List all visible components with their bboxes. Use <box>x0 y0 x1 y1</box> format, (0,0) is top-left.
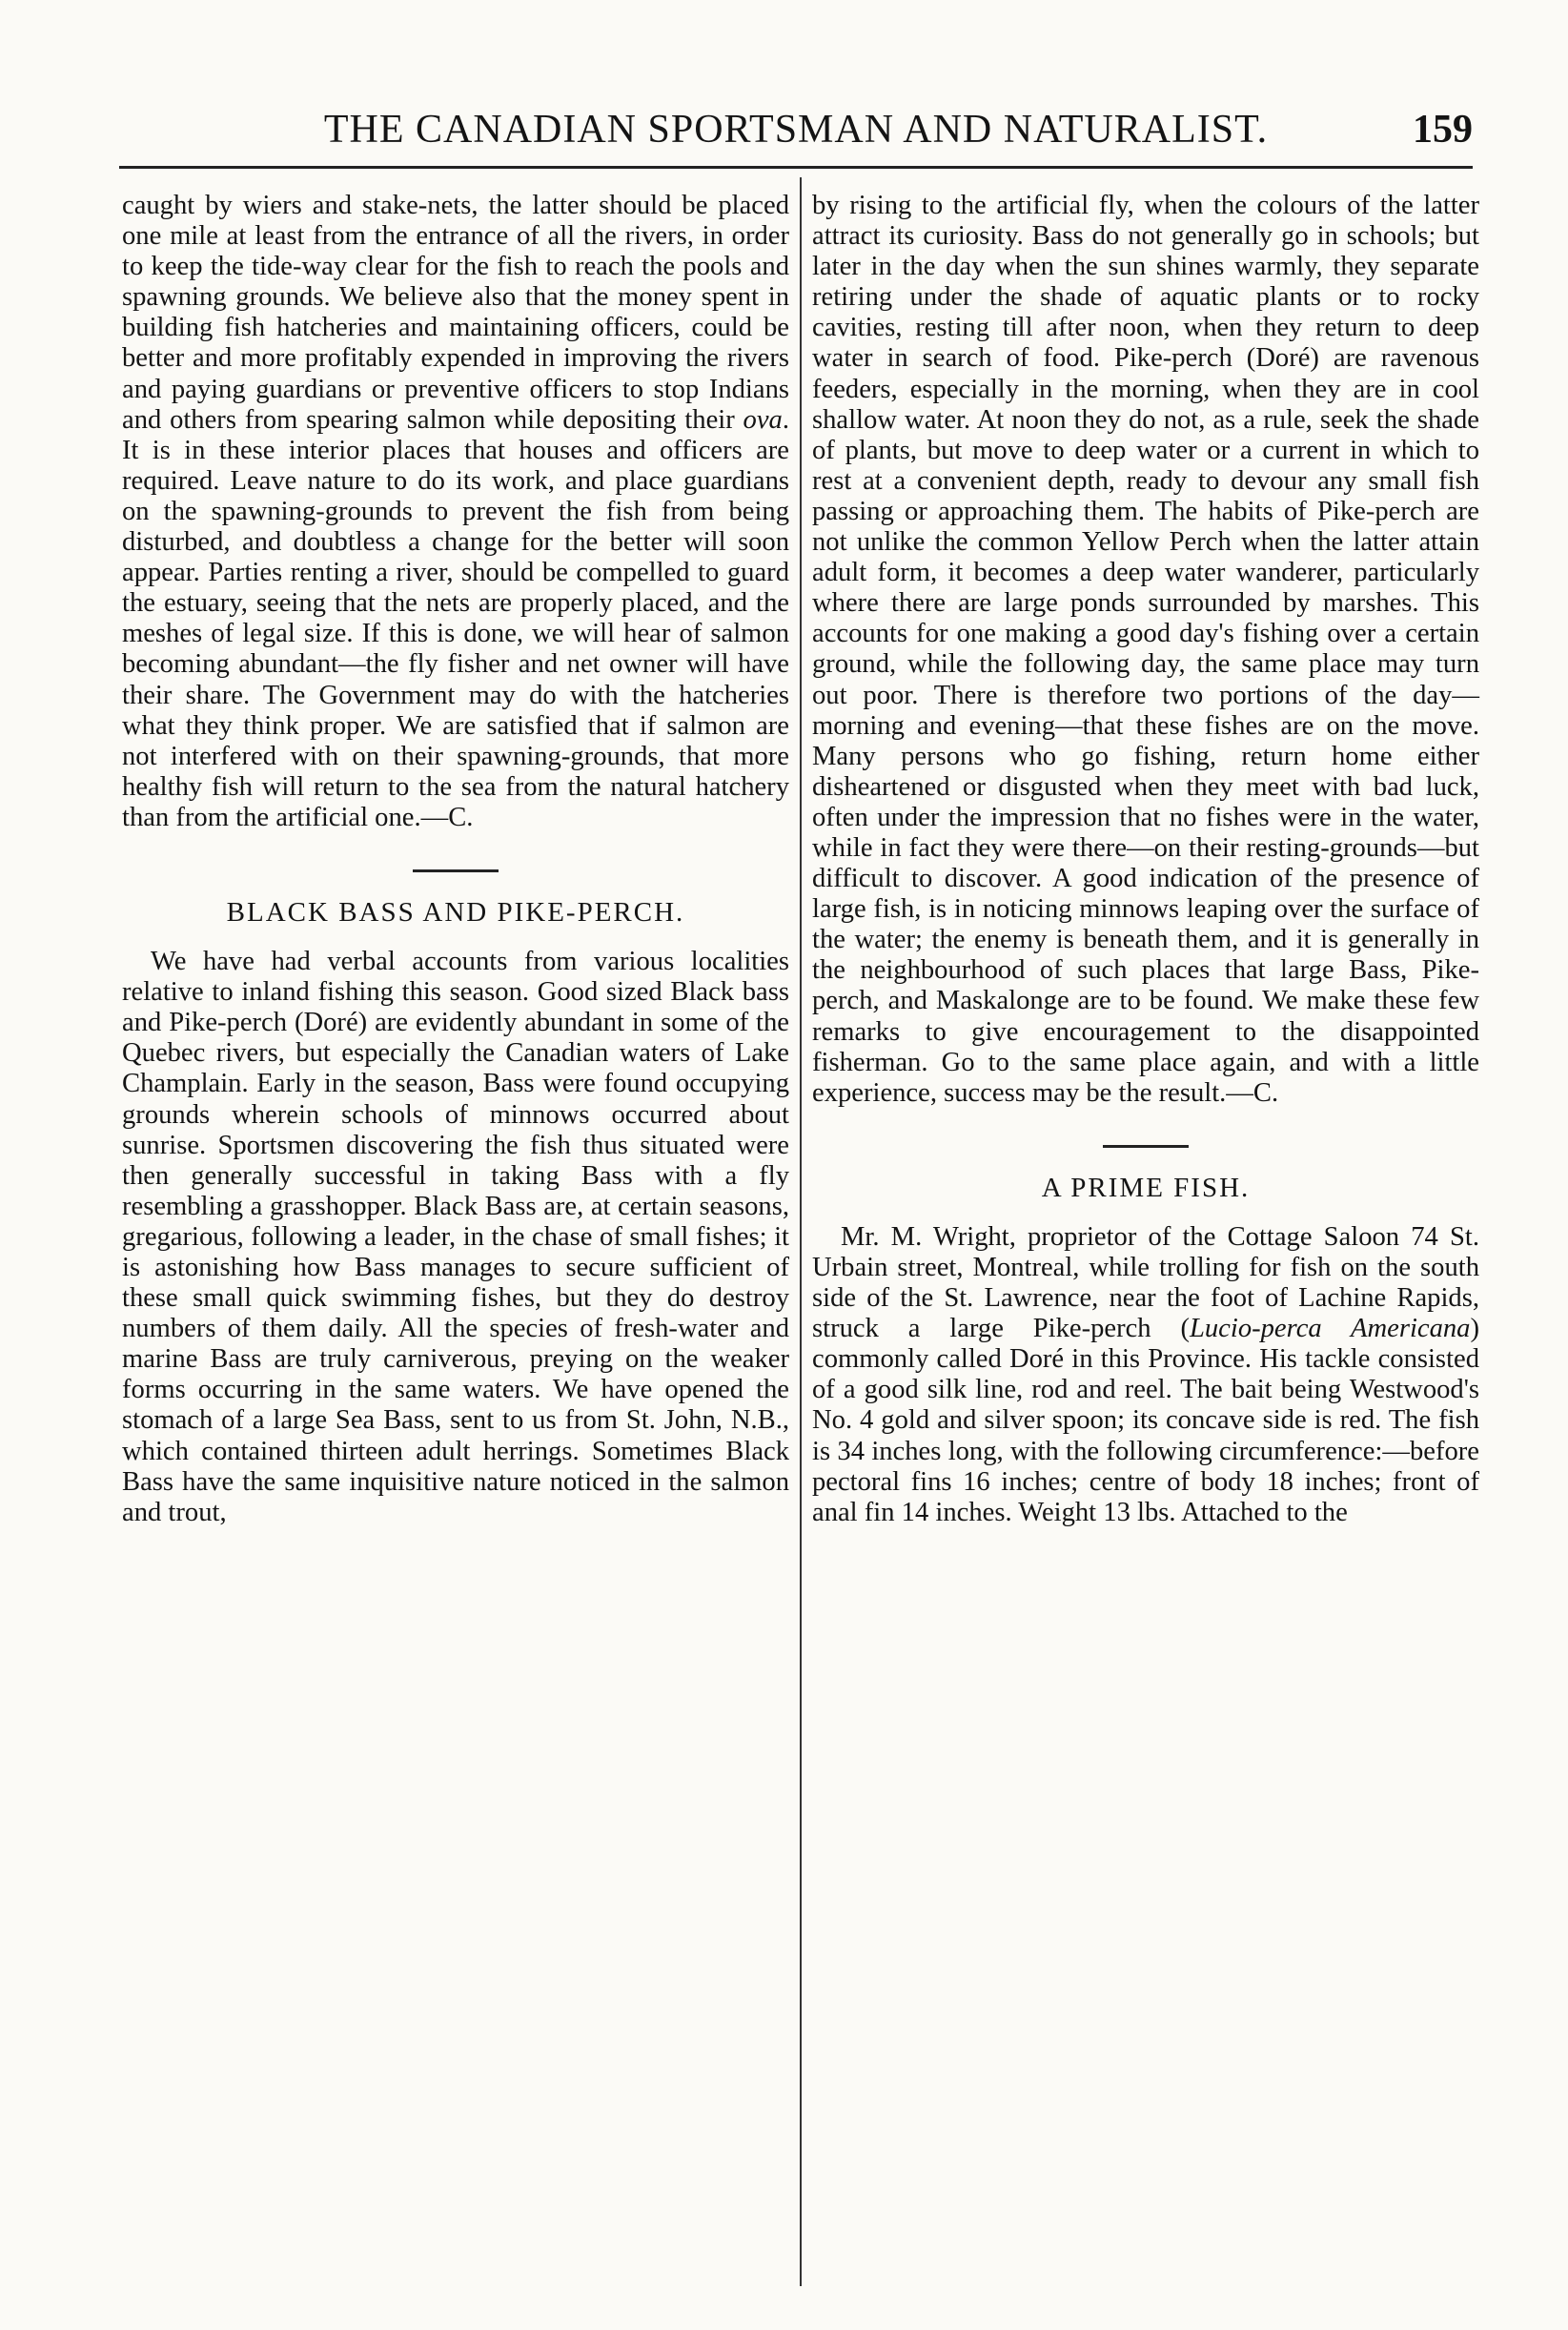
running-title: THE CANADIAN SPORTSMAN AND NATURALIST. <box>323 108 1269 152</box>
article-heading-black-bass: BLACK BASS AND PIKE-PERCH. <box>226 896 685 928</box>
article-continuation-paragraph <box>122 191 789 833</box>
page-header <box>119 107 1473 164</box>
column-divider <box>800 177 802 2286</box>
section-divider <box>1103 1145 1189 1148</box>
paragraph-text: ) commonly called Doré in this Province. His tackle consisted of a good silk line, rod and reel. The bait being Westwood's No. 4 gold and silver spoon; its concave side is red. The fish is 34 inches long, with the following circumference:—before pectoral fins 16 inches; centre of body 18 inches; front of anal fin 14 inches. Weight 13 lbs. Attached to the <box>812 1314 1480 1527</box>
right-column <box>812 191 1479 1528</box>
italic-term: ova <box>743 404 783 435</box>
section-divider <box>413 869 499 872</box>
paragraph-text: . It is in these interior places that houses and officers are required. Leave nature to do its work, and place guardians on the spawning-grounds to prevent the fish from being disturbed, and doubtless a change for the better will soon appear. Parties renting a river, should be compelled to guard the estuary, seeing that the nets are properly placed, and the meshes of legal size. If this is done, we will hear of salmon becoming abundant—the fly fisher and net owner will have their share. The Government may do with the hatcheries what they think proper. We are satisfied that if salmon are not interfered with on their spawning-grounds, that more healthy fish will return to the sea from the natural hatchery than from the artificial one.—C. <box>122 404 789 832</box>
paragraph-text: Mr. M. Wright, proprietor of the Cottage Saloon 74 St. Urbain street, Montreal, while trolling for fish on the south side of the St. Lawrence, near the foot of Lachine Rapids, struck a large Pike-perch ( <box>812 1221 1479 1344</box>
article-heading-prime-fish: A PRIME FISH. <box>1041 1172 1251 1203</box>
italic-species-name: Lucio-perca Americana <box>1189 1314 1471 1344</box>
prime-fish-paragraph <box>812 1222 1479 1528</box>
black-bass-continuation-paragraph: by rising to the artificial fly, when the colours of the latter attract its curiosity. Bass do not generally go in schools; but later in the day when the sun shines warmly, they separate retiring under the shade of aquatic plants or to rocky cavities, resting till after noon, when they return to deep water in search of food. Pike-perch (Doré) are ravenous feeders, especially in the morning, when they are in cool shallow water. At noon they do not, as a rule, seek the shade of plants, but move to deep water or a current in which to rest at a convenient depth, ready to devour any small fish passing or approaching them. The habits of Pike-perch are not unlike the common Yellow Perch when the latter attain adult form, it becomes a deep water wanderer, particularly where there are large ponds surrounded by marshes. This accounts for one making a good day's fishing over a certain ground, while the following day, the same place may turn out poor. There is therefore two portions of the day—morning and evening—that these fishes are on the move. Many persons who go fishing, return home either disheartened or disgusted when they meet with bad luck, often under the impression that no fishes were in the water, while in fact they were there—on their resting-grounds—but difficult to discover. A good indication of the presence of large fish, is in noticing minnows leaping over the surface of the water; the enemy is beneath them, and it is generally in the neighbourhood of such places that large Bass, Pike-perch, and Maskalonge are to be found. We make these few remarks to give encouragement to the disappointed fisherman. Go to the same place again, and with a little experience, success may be the result.—C. <box>812 191 1479 1108</box>
page-number: 159 <box>1413 108 1473 152</box>
black-bass-paragraph: We have had verbal accounts from various localities relative to inland fishing this season. Good sized Black bass and Pike-perch (Doré) are evidently abundant in some of the Quebec rivers, but especially the Canadian waters of Lake Champlain. Early in the season, Bass were found occupying grounds wherein schools of minnows occurred about sunrise. Sportsmen discovering the fish thus situated were then generally successful in taking Bass with a fly resembling a grasshopper. Black Bass are, at certain seasons, gregarious, following a leader, in the chase of small fishes; it is astonishing how Bass manages to secure sufficient of these small quick swimming fishes, but they do destroy numbers of them daily. All the species of fresh-water and marine Bass are truly carniverous, preying on the weaker forms occurring in the same waters. We have opened the stomach of a large Sea Bass, sent to us from St. John, N.B., which contained thirteen adult herrings. Sometimes Black Bass have the same inquisitive nature noticed in the salmon and trout, <box>122 947 789 1527</box>
header-rule <box>119 166 1473 169</box>
paragraph-text: caught by wiers and stake-nets, the latter should be placed one mile at least from the entrance of all the rivers, in order to keep the tide-way clear for the fish to reach the pools and spawning grounds. We believe also that the money spent in building fish hatcheries and maintaining officers, could be better and more profitably expended in improving the rivers and paying guardians or preventive officers to stop Indians and others from spearing salmon while depositing their <box>122 191 789 435</box>
left-column <box>122 191 789 1528</box>
